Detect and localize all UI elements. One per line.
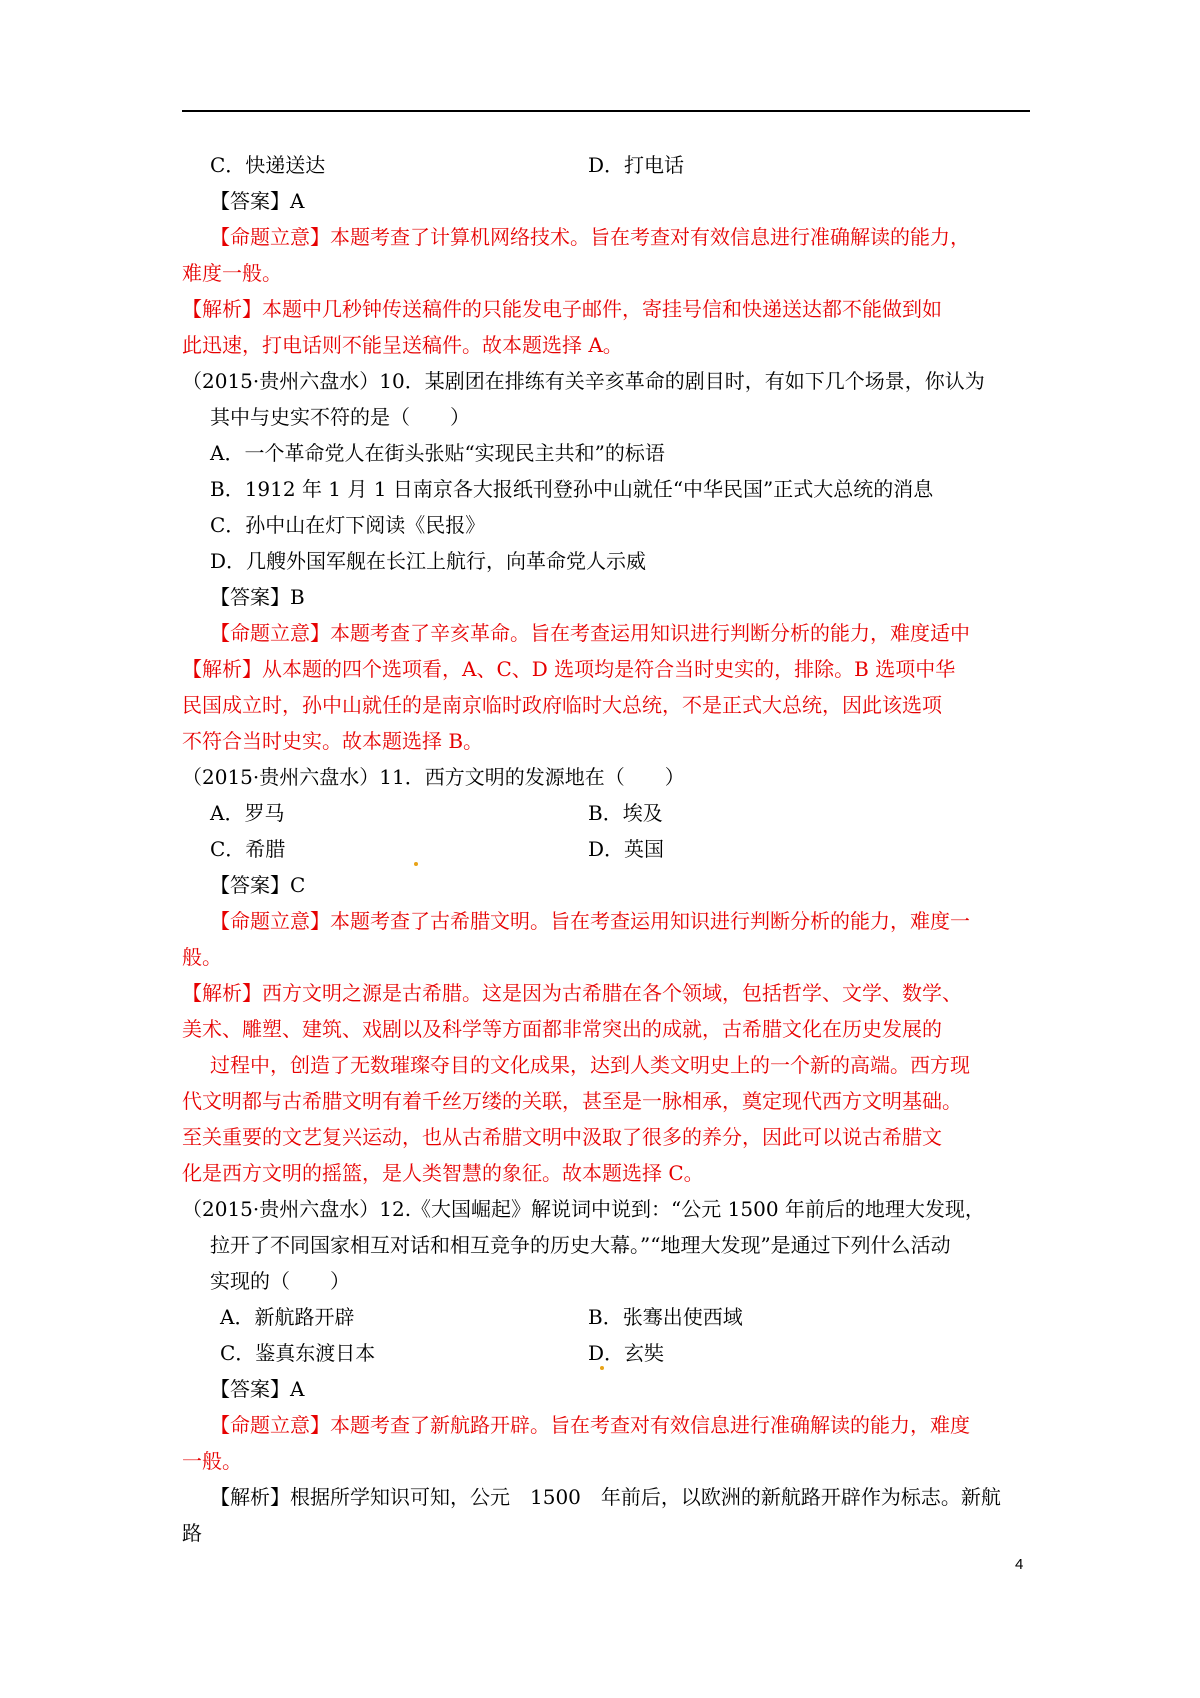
text-line: 不符合当时史实。故本题选择 B。 — [182, 729, 484, 753]
text-line: 代文明都与古希腊文明有着千丝万缕的关联，甚至是一脉相承，奠定现代西方文明基础。 — [182, 1089, 962, 1113]
text-line: 民国成立时，孙中山就任的是南京临时政府临时大总统，不是正式大总统，因此该选项 — [182, 693, 942, 717]
text-line: 【命题立意】本题考查了计算机网络技术。旨在考查对有效信息进行准确解读的能力， — [210, 225, 970, 249]
text-line: C．希腊 — [210, 837, 286, 861]
text-line: A．新航路开辟 — [220, 1305, 355, 1329]
text-line: 难度一般。 — [182, 261, 282, 285]
text-line: 【命题立意】本题考查了古希腊文明。旨在考查运用知识进行判断分析的能力，难度一 — [210, 909, 970, 933]
text-line: 过程中，创造了无数璀璨夺目的文化成果，达到人类文明史上的一个新的高端。西方现 — [210, 1053, 970, 1077]
text-line: 一般。 — [182, 1449, 242, 1473]
text-line: 化是西方文明的摇篮，是人类智慧的象征。故本题选择 C。 — [182, 1161, 704, 1185]
text-line: （2015·贵州六盘水）12.《大国崛起》解说词中说到：“公元 1500 年前后的地理大发现， — [182, 1197, 985, 1221]
text-line: A．罗马 — [210, 801, 285, 825]
text-line: 【答案】A — [210, 189, 305, 213]
text-line: 实现的（ ） — [210, 1269, 350, 1293]
text-line: 【解析】西方文明之源是古希腊。这是因为古希腊在各个领域，包括哲学、文学、数学、 — [182, 981, 962, 1005]
text-line: 般。 — [182, 945, 222, 969]
text-line: 此迅速，打电话则不能呈送稿件。故本题选择 A。 — [182, 333, 623, 357]
text-line: B．1912 年 1 月 1 日南京各大报纸刊登孙中山就任“中华民国”正式大总统的消息 — [210, 477, 934, 501]
text-line: D．英国 — [588, 837, 665, 861]
text-line: （2015·贵州六盘水）11．西方文明的发源地在（ ） — [182, 765, 685, 789]
text-line: A．一个革命党人在街头张贴“实现民主共和”的标语 — [210, 441, 665, 465]
text-line: C．孙中山在灯下阅读《民报》 — [210, 513, 486, 537]
text-line: 美术、雕塑、建筑、戏剧以及科学等方面都非常突出的成就，古希腊文化在历史发展的 — [182, 1017, 942, 1041]
text-line: 其中与史实不符的是（ ） — [210, 405, 470, 429]
page-number: 4 — [1015, 1556, 1024, 1573]
decorative-dot — [414, 862, 418, 866]
text-line: 【解析】本题中几秒钟传送稿件的只能发电子邮件，寄挂号信和快递送达都不能做到如 — [182, 297, 942, 321]
text-line: B．张骞出使西域 — [588, 1305, 743, 1329]
text-line: 【答案】B — [210, 585, 305, 609]
text-line: 【解析】根据所学知识可知，公元 1500 年前后，以欧洲的新航路开辟作为标志。新航 — [210, 1485, 1001, 1509]
text-line: 至关重要的文艺复兴运动，也从古希腊文明中汲取了很多的养分，因此可以说古希腊文 — [182, 1125, 942, 1149]
text-line: C．快递送达 — [210, 153, 326, 177]
text-line: B．埃及 — [588, 801, 663, 825]
text-line: D．几艘外国军舰在长江上航行，向革命党人示威 — [210, 549, 647, 573]
text-line: 【命题立意】本题考查了辛亥革命。旨在考查运用知识进行判断分析的能力，难度适中 — [210, 621, 970, 645]
text-line: 路 — [182, 1521, 202, 1545]
text-line: 【命题立意】本题考查了新航路开辟。旨在考查对有效信息进行准确解读的能力，难度 — [210, 1413, 970, 1437]
text-line: 【答案】C — [210, 873, 306, 897]
text-line: 【答案】A — [210, 1377, 305, 1401]
decorative-dot — [600, 1366, 604, 1370]
text-line: D．玄奘 — [588, 1341, 665, 1365]
text-line: D．打电话 — [588, 153, 685, 177]
text-line: C．鉴真东渡日本 — [220, 1341, 376, 1365]
header-rule — [182, 110, 1030, 112]
text-line: 拉开了不同国家相互对话和相互竞争的历史大幕。”“地理大发现”是通过下列什么活动 — [210, 1233, 951, 1257]
text-line: 【解析】从本题的四个选项看，A、C、D 选项均是符合当时史实的，排除。B 选项中华 — [182, 657, 956, 681]
text-line: （2015·贵州六盘水）10．某剧团在排练有关辛亥革命的剧目时，有如下几个场景，你认为 — [182, 369, 985, 393]
